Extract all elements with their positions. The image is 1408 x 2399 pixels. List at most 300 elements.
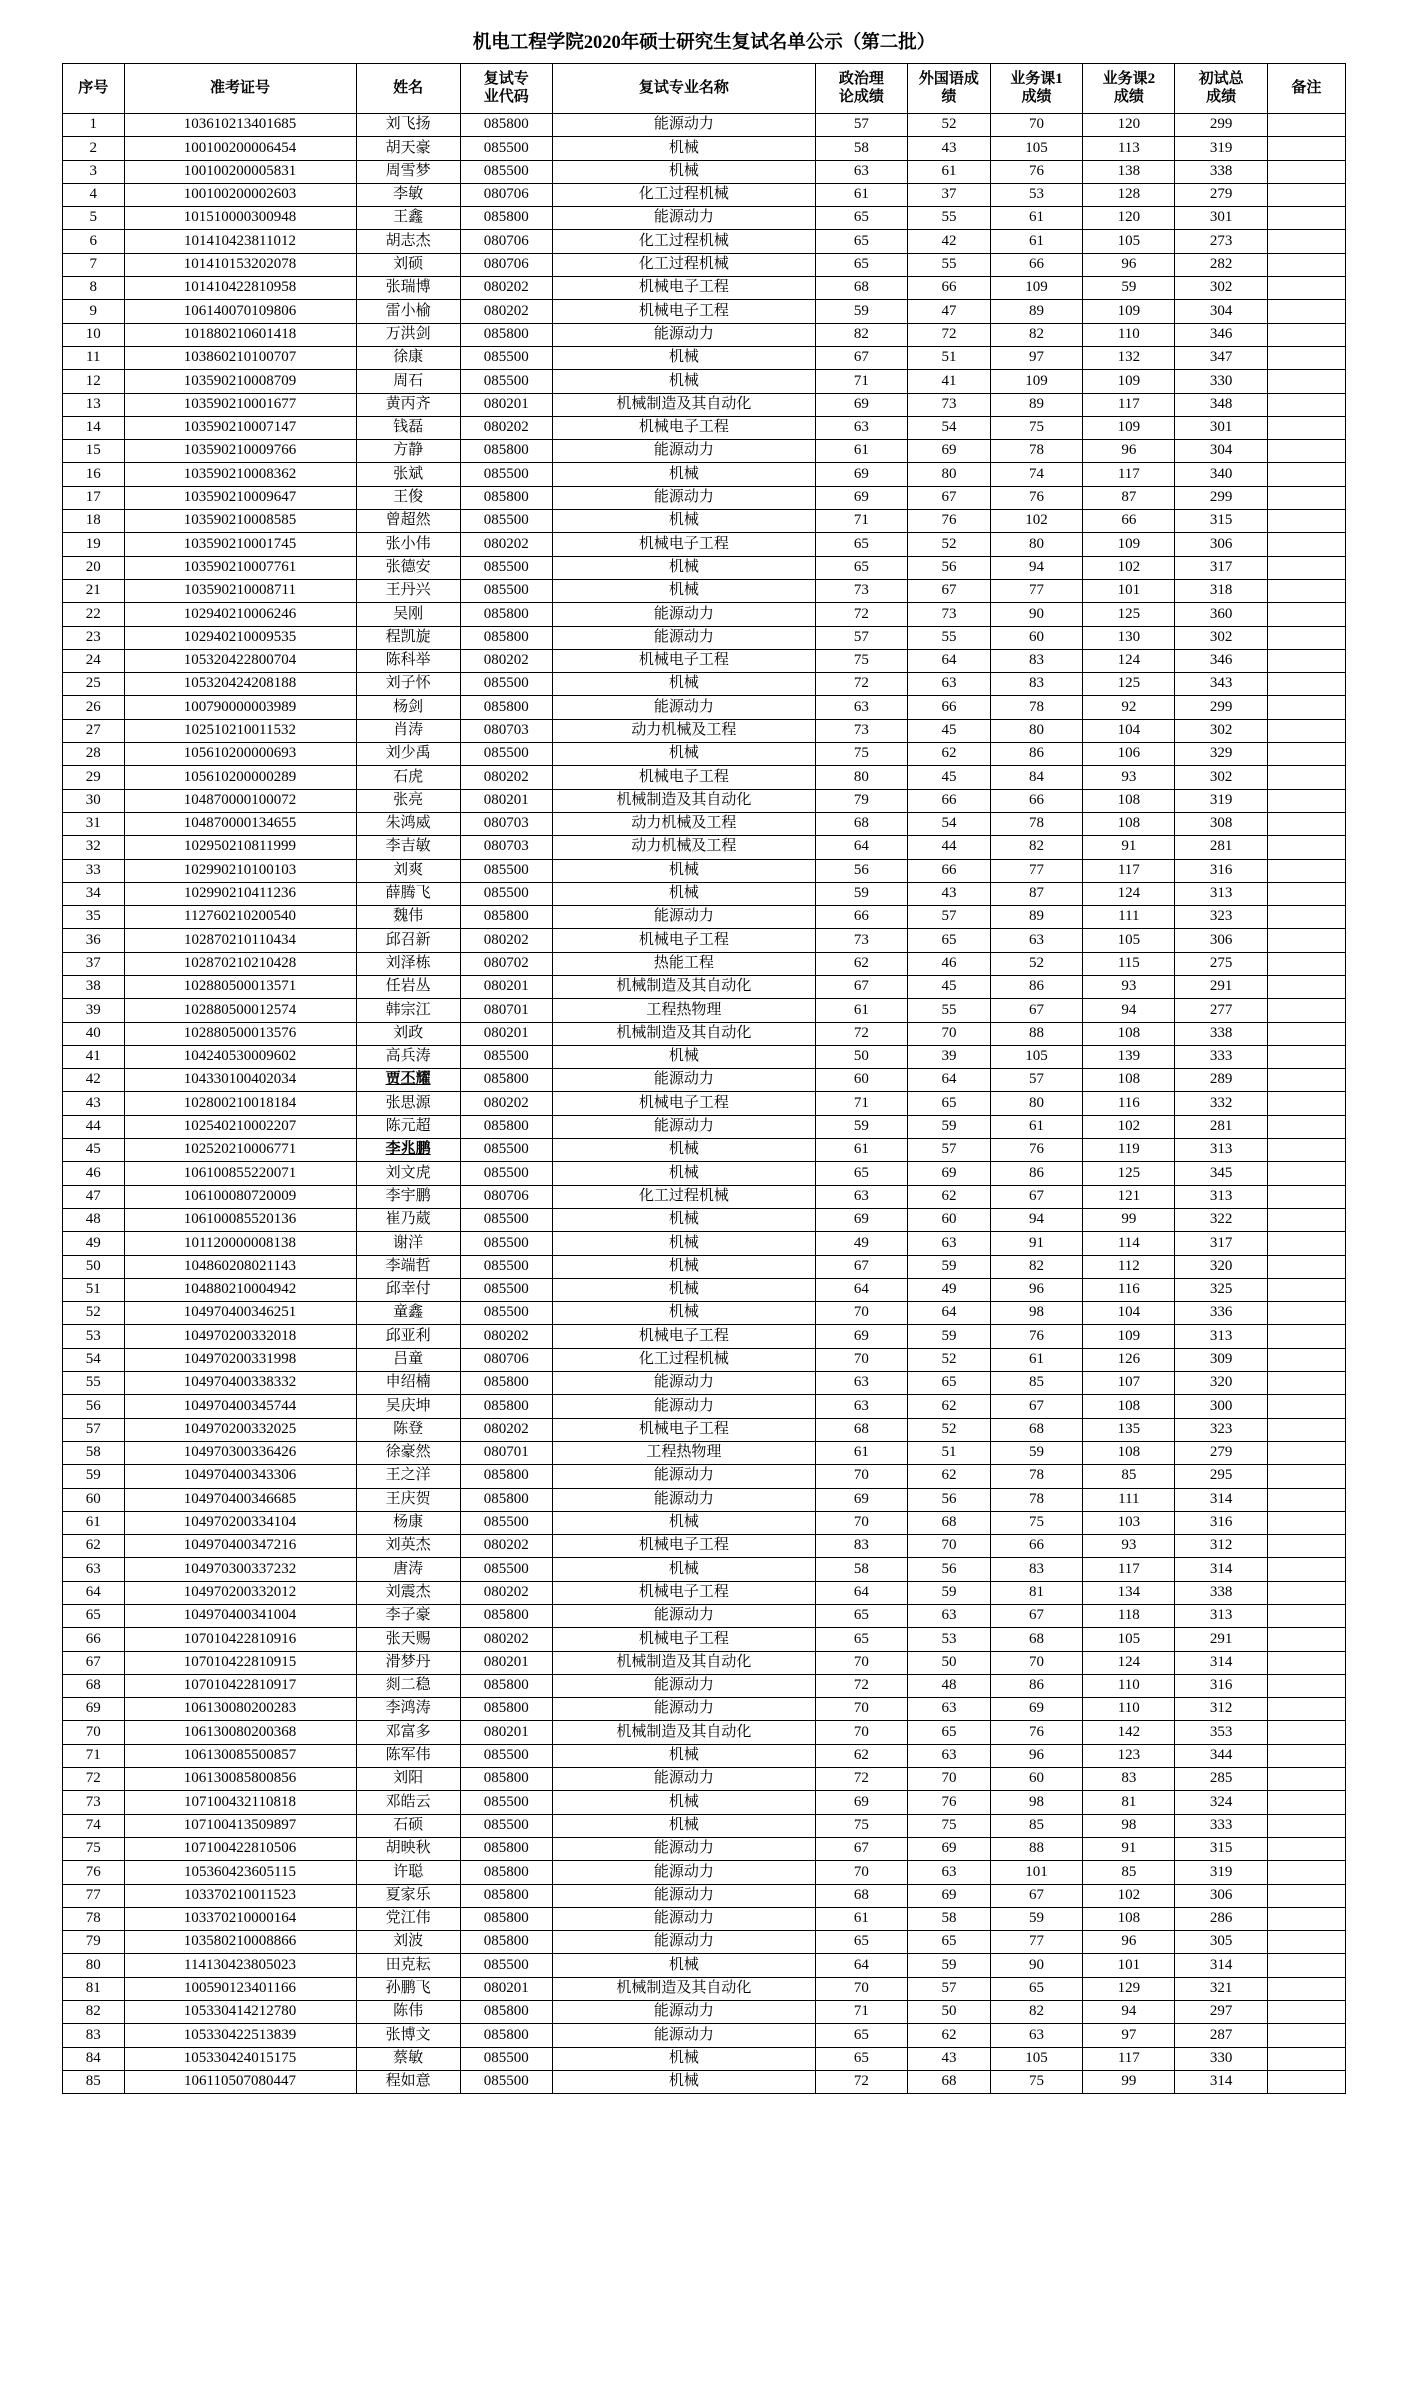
cell-index: 54	[63, 1348, 125, 1371]
cell-subject2-score: 103	[1083, 1511, 1175, 1534]
cell-subject1-score: 89	[990, 393, 1082, 416]
cell-remarks	[1267, 999, 1345, 1022]
cell-ticket-number: 102510210011532	[124, 719, 356, 742]
cell-major-name: 机械	[552, 510, 815, 533]
cell-name: 张博文	[356, 2024, 460, 2047]
cell-politics-score: 67	[815, 346, 907, 369]
cell-subject2-score: 108	[1083, 1022, 1175, 1045]
cell-major-name: 能源动力	[552, 1605, 815, 1628]
cell-index: 47	[63, 1185, 125, 1208]
cell-index: 68	[63, 1674, 125, 1697]
cell-total-score: 324	[1175, 1791, 1267, 1814]
cell-remarks	[1267, 1348, 1345, 1371]
cell-major-code: 080702	[460, 952, 552, 975]
cell-total-score: 314	[1175, 2070, 1267, 2093]
cell-name: 邱幸付	[356, 1278, 460, 1301]
cell-major-name: 化工过程机械	[552, 230, 815, 253]
cell-subject1-score: 76	[990, 1721, 1082, 1744]
table-row	[63, 230, 1346, 253]
cell-politics-score: 68	[815, 812, 907, 835]
cell-name: 王鑫	[356, 207, 460, 230]
table-row	[63, 906, 1346, 929]
cell-subject1-score: 80	[990, 533, 1082, 556]
cell-index: 76	[63, 1861, 125, 1884]
cell-index: 4	[63, 183, 125, 206]
cell-subject1-score: 52	[990, 952, 1082, 975]
cell-major-code: 085800	[460, 1861, 552, 1884]
cell-total-score: 338	[1175, 1581, 1267, 1604]
cell-major-code: 085500	[460, 1045, 552, 1068]
cell-remarks	[1267, 1558, 1345, 1581]
table-row	[63, 812, 1346, 835]
cell-remarks	[1267, 649, 1345, 672]
table-row	[63, 1535, 1346, 1558]
table-row	[63, 1954, 1346, 1977]
cell-remarks	[1267, 510, 1345, 533]
cell-major-code: 085500	[460, 1954, 552, 1977]
cell-foreign-language-score: 49	[908, 1278, 991, 1301]
cell-index: 50	[63, 1255, 125, 1278]
cell-ticket-number: 106100080720009	[124, 1185, 356, 1208]
cell-foreign-language-score: 55	[908, 207, 991, 230]
cell-index: 69	[63, 1698, 125, 1721]
cell-politics-score: 68	[815, 1418, 907, 1441]
cell-politics-score: 49	[815, 1232, 907, 1255]
table-row	[63, 1208, 1346, 1231]
cell-name: 刘少禹	[356, 743, 460, 766]
cell-subject1-score: 78	[990, 1488, 1082, 1511]
cell-ticket-number: 103590210008709	[124, 370, 356, 393]
cell-subject2-score: 116	[1083, 1092, 1175, 1115]
cell-major-code: 085800	[460, 486, 552, 509]
cell-total-score: 316	[1175, 859, 1267, 882]
cell-subject1-score: 70	[990, 114, 1082, 137]
cell-major-name: 能源动力	[552, 2001, 815, 2024]
cell-major-name: 机械	[552, 137, 815, 160]
cell-name: 李端哲	[356, 1255, 460, 1278]
cell-politics-score: 61	[815, 1907, 907, 1930]
cell-major-code: 085800	[460, 1698, 552, 1721]
cell-politics-score: 65	[815, 230, 907, 253]
cell-name: 刘英杰	[356, 1535, 460, 1558]
table-row	[63, 789, 1346, 812]
cell-name: 崔乃葳	[356, 1208, 460, 1231]
cell-politics-score: 64	[815, 1278, 907, 1301]
cell-subject1-score: 67	[990, 1884, 1082, 1907]
cell-politics-score: 72	[815, 2070, 907, 2093]
cell-index: 31	[63, 812, 125, 835]
cell-name: 刘阳	[356, 1768, 460, 1791]
cell-major-name: 热能工程	[552, 952, 815, 975]
cell-ticket-number: 102870210210428	[124, 952, 356, 975]
cell-major-code: 085500	[460, 743, 552, 766]
cell-foreign-language-score: 52	[908, 533, 991, 556]
cell-major-code: 085500	[460, 1302, 552, 1325]
cell-index: 9	[63, 300, 125, 323]
cell-major-name: 机械电子工程	[552, 1535, 815, 1558]
table-row	[63, 2070, 1346, 2093]
cell-subject2-score: 117	[1083, 463, 1175, 486]
cell-name: 刘波	[356, 1931, 460, 1954]
cell-subject2-score: 98	[1083, 1814, 1175, 1837]
cell-subject1-score: 67	[990, 1185, 1082, 1208]
cell-name: 张亮	[356, 789, 460, 812]
cell-major-name: 机械	[552, 859, 815, 882]
cell-total-score: 340	[1175, 463, 1267, 486]
cell-remarks	[1267, 1907, 1345, 1930]
cell-foreign-language-score: 61	[908, 160, 991, 183]
cell-major-name: 动力机械及工程	[552, 719, 815, 742]
table-row	[63, 579, 1346, 602]
cell-subject2-score: 129	[1083, 1977, 1175, 2000]
cell-index: 14	[63, 416, 125, 439]
table-row	[63, 300, 1346, 323]
cell-major-code: 080202	[460, 1535, 552, 1558]
cell-total-score: 345	[1175, 1162, 1267, 1185]
table-row	[63, 137, 1346, 160]
cell-ticket-number: 101880210601418	[124, 323, 356, 346]
cell-major-name: 能源动力	[552, 1395, 815, 1418]
cell-ticket-number: 103590210001745	[124, 533, 356, 556]
cell-subject2-score: 101	[1083, 1954, 1175, 1977]
cell-subject1-score: 78	[990, 812, 1082, 835]
cell-ticket-number: 107100432110818	[124, 1791, 356, 1814]
cell-foreign-language-score: 55	[908, 626, 991, 649]
cell-remarks	[1267, 1092, 1345, 1115]
table-row	[63, 1232, 1346, 1255]
cell-major-code: 085500	[460, 1511, 552, 1534]
cell-subject2-score: 110	[1083, 1698, 1175, 1721]
cell-remarks	[1267, 1954, 1345, 1977]
cell-major-code: 085500	[460, 2070, 552, 2093]
cell-total-score: 308	[1175, 812, 1267, 835]
cell-major-code: 080202	[460, 277, 552, 300]
cell-ticket-number: 107010422810915	[124, 1651, 356, 1674]
cell-foreign-language-score: 60	[908, 1208, 991, 1231]
cell-major-name: 能源动力	[552, 440, 815, 463]
cell-major-code: 085500	[460, 1139, 552, 1162]
cell-politics-score: 65	[815, 2047, 907, 2070]
cell-politics-score: 67	[815, 1255, 907, 1278]
cell-major-code: 085500	[460, 1162, 552, 1185]
cell-ticket-number: 103590210008711	[124, 579, 356, 602]
cell-total-score: 299	[1175, 114, 1267, 137]
cell-total-score: 346	[1175, 649, 1267, 672]
cell-foreign-language-score: 62	[908, 2024, 991, 2047]
cell-major-name: 机械电子工程	[552, 277, 815, 300]
cell-index: 56	[63, 1395, 125, 1418]
cell-subject2-score: 120	[1083, 114, 1175, 137]
cell-ticket-number: 104970400338332	[124, 1372, 356, 1395]
table-row	[63, 1441, 1346, 1464]
col-header-name: 姓名	[356, 64, 460, 114]
cell-major-code: 080701	[460, 999, 552, 1022]
cell-foreign-language-score: 55	[908, 253, 991, 276]
cell-major-code: 080202	[460, 300, 552, 323]
table-row	[63, 183, 1346, 206]
cell-ticket-number: 101410422810958	[124, 277, 356, 300]
cell-name: 吴庆坤	[356, 1395, 460, 1418]
cell-subject2-score: 132	[1083, 346, 1175, 369]
cell-total-score: 343	[1175, 673, 1267, 696]
cell-major-code: 080202	[460, 533, 552, 556]
cell-subject2-score: 91	[1083, 1837, 1175, 1860]
cell-subject2-score: 138	[1083, 160, 1175, 183]
cell-name: 蔡敏	[356, 2047, 460, 2070]
cell-ticket-number: 102880500013576	[124, 1022, 356, 1045]
cell-major-code: 085500	[460, 1814, 552, 1837]
cell-foreign-language-score: 59	[908, 1954, 991, 1977]
cell-name: 胡映秋	[356, 1837, 460, 1860]
table-row	[63, 440, 1346, 463]
cell-total-score: 322	[1175, 1208, 1267, 1231]
cell-ticket-number: 100790000003989	[124, 696, 356, 719]
cell-subject1-score: 74	[990, 463, 1082, 486]
cell-name: 万洪剑	[356, 323, 460, 346]
cell-total-score: 348	[1175, 393, 1267, 416]
cell-foreign-language-score: 51	[908, 346, 991, 369]
table-row	[63, 836, 1346, 859]
cell-politics-score: 61	[815, 440, 907, 463]
cell-subject1-score: 60	[990, 1768, 1082, 1791]
table-row	[63, 1418, 1346, 1441]
cell-major-code: 085500	[460, 137, 552, 160]
cell-total-score: 330	[1175, 370, 1267, 393]
cell-foreign-language-score: 70	[908, 1768, 991, 1791]
table-row	[63, 1302, 1346, 1325]
cell-total-score: 323	[1175, 906, 1267, 929]
cell-remarks	[1267, 929, 1345, 952]
cell-index: 26	[63, 696, 125, 719]
cell-name: 孙鹏飞	[356, 1977, 460, 2000]
cell-politics-score: 69	[815, 463, 907, 486]
cell-total-score: 291	[1175, 1628, 1267, 1651]
cell-politics-score: 73	[815, 579, 907, 602]
cell-name: 陈伟	[356, 2001, 460, 2024]
cell-foreign-language-score: 63	[908, 1698, 991, 1721]
table-row	[63, 323, 1346, 346]
cell-index: 49	[63, 1232, 125, 1255]
cell-ticket-number: 100100200002603	[124, 183, 356, 206]
cell-subject1-score: 82	[990, 836, 1082, 859]
cell-subject2-score: 123	[1083, 1744, 1175, 1767]
cell-politics-score: 75	[815, 743, 907, 766]
cell-subject1-score: 82	[990, 1255, 1082, 1278]
cell-ticket-number: 104970200332012	[124, 1581, 356, 1604]
cell-index: 43	[63, 1092, 125, 1115]
cell-major-code: 085500	[460, 160, 552, 183]
cell-name: 韩宗江	[356, 999, 460, 1022]
cell-ticket-number: 102540210002207	[124, 1115, 356, 1138]
cell-subject2-score: 85	[1083, 1465, 1175, 1488]
cell-politics-score: 64	[815, 1954, 907, 1977]
cell-subject2-score: 59	[1083, 277, 1175, 300]
cell-ticket-number: 102520210006771	[124, 1139, 356, 1162]
cell-index: 24	[63, 649, 125, 672]
cell-remarks	[1267, 1115, 1345, 1138]
cell-ticket-number: 107010422810917	[124, 1674, 356, 1697]
cell-subject1-score: 67	[990, 1605, 1082, 1628]
cell-index: 78	[63, 1907, 125, 1930]
cell-remarks	[1267, 859, 1345, 882]
cell-name: 王丹兴	[356, 579, 460, 602]
cell-subject1-score: 83	[990, 649, 1082, 672]
cell-subject1-score: 86	[990, 743, 1082, 766]
cell-index: 2	[63, 137, 125, 160]
cell-major-name: 机械制造及其自动化	[552, 975, 815, 998]
cell-ticket-number: 105320424208188	[124, 673, 356, 696]
cell-subject2-score: 108	[1083, 789, 1175, 812]
cell-politics-score: 72	[815, 1022, 907, 1045]
table-row	[63, 952, 1346, 975]
table-row	[63, 1605, 1346, 1628]
cell-major-code: 080201	[460, 1977, 552, 2000]
cell-major-code: 085800	[460, 1372, 552, 1395]
table-row	[63, 486, 1346, 509]
cell-foreign-language-score: 64	[908, 1302, 991, 1325]
cell-subject1-score: 90	[990, 1954, 1082, 1977]
cell-major-code: 080703	[460, 836, 552, 859]
cell-name: 杨康	[356, 1511, 460, 1534]
cell-index: 29	[63, 766, 125, 789]
cell-politics-score: 63	[815, 696, 907, 719]
cell-remarks	[1267, 230, 1345, 253]
cell-foreign-language-score: 72	[908, 323, 991, 346]
cell-foreign-language-score: 63	[908, 1232, 991, 1255]
cell-name: 刘震杰	[356, 1581, 460, 1604]
cell-foreign-language-score: 56	[908, 1488, 991, 1511]
cell-total-score: 309	[1175, 1348, 1267, 1371]
cell-index: 17	[63, 486, 125, 509]
cell-politics-score: 72	[815, 1674, 907, 1697]
cell-name: 石硕	[356, 1814, 460, 1837]
table-container	[0, 63, 1408, 2094]
cell-politics-score: 64	[815, 1581, 907, 1604]
table-row	[63, 1558, 1346, 1581]
cell-index: 19	[63, 533, 125, 556]
cell-major-name: 机械	[552, 1278, 815, 1301]
cell-major-name: 机械制造及其自动化	[552, 789, 815, 812]
cell-major-name: 化工过程机械	[552, 1185, 815, 1208]
cell-major-name: 机械电子工程	[552, 929, 815, 952]
cell-total-score: 319	[1175, 789, 1267, 812]
cell-name: 任岩丛	[356, 975, 460, 998]
cell-major-name: 能源动力	[552, 626, 815, 649]
cell-remarks	[1267, 1278, 1345, 1301]
cell-name: 刘文虎	[356, 1162, 460, 1185]
cell-subject2-score: 117	[1083, 859, 1175, 882]
table-row	[63, 975, 1346, 998]
cell-remarks	[1267, 1325, 1345, 1348]
cell-foreign-language-score: 62	[908, 1465, 991, 1488]
cell-subject1-score: 85	[990, 1814, 1082, 1837]
cell-remarks	[1267, 1302, 1345, 1325]
cell-index: 53	[63, 1325, 125, 1348]
cell-total-score: 302	[1175, 626, 1267, 649]
cell-index: 32	[63, 836, 125, 859]
cell-major-code: 085500	[460, 2047, 552, 2070]
cell-foreign-language-score: 68	[908, 1511, 991, 1534]
cell-foreign-language-score: 50	[908, 2001, 991, 2024]
cell-ticket-number: 105330422513839	[124, 2024, 356, 2047]
cell-ticket-number: 104970300337232	[124, 1558, 356, 1581]
cell-subject2-score: 102	[1083, 1115, 1175, 1138]
cell-index: 11	[63, 346, 125, 369]
cell-ticket-number: 104970400343306	[124, 1465, 356, 1488]
cell-remarks	[1267, 1768, 1345, 1791]
table-row	[63, 1651, 1346, 1674]
cell-name: 陈登	[356, 1418, 460, 1441]
cell-major-code: 080202	[460, 929, 552, 952]
table-row	[63, 1139, 1346, 1162]
table-row	[63, 1115, 1346, 1138]
cell-politics-score: 65	[815, 556, 907, 579]
cell-foreign-language-score: 69	[908, 1162, 991, 1185]
cell-index: 44	[63, 1115, 125, 1138]
cell-name: 张天赐	[356, 1628, 460, 1651]
cell-subject2-score: 99	[1083, 1208, 1175, 1231]
cell-subject2-score: 117	[1083, 1558, 1175, 1581]
cell-name: 童鑫	[356, 1302, 460, 1325]
table-row	[63, 719, 1346, 742]
cell-foreign-language-score: 66	[908, 859, 991, 882]
cell-name: 夏家乐	[356, 1884, 460, 1907]
cell-subject1-score: 53	[990, 183, 1082, 206]
cell-major-code: 085500	[460, 370, 552, 393]
cell-politics-score: 66	[815, 906, 907, 929]
cell-foreign-language-score: 45	[908, 719, 991, 742]
cell-index: 30	[63, 789, 125, 812]
cell-subject2-score: 111	[1083, 1488, 1175, 1511]
table-row	[63, 114, 1346, 137]
cell-remarks	[1267, 1931, 1345, 1954]
cell-major-name: 机械电子工程	[552, 1418, 815, 1441]
cell-major-code: 080706	[460, 1185, 552, 1208]
cell-politics-score: 80	[815, 766, 907, 789]
cell-subject1-score: 60	[990, 626, 1082, 649]
cell-name: 谢洋	[356, 1232, 460, 1255]
cell-ticket-number: 105360423605115	[124, 1861, 356, 1884]
cell-subject1-score: 67	[990, 999, 1082, 1022]
cell-ticket-number: 103590210007761	[124, 556, 356, 579]
cell-ticket-number: 103590210008362	[124, 463, 356, 486]
cell-total-score: 316	[1175, 1511, 1267, 1534]
cell-remarks	[1267, 207, 1345, 230]
cell-total-score: 312	[1175, 1698, 1267, 1721]
table-row	[63, 1511, 1346, 1534]
cell-ticket-number: 106100085520136	[124, 1208, 356, 1231]
cell-major-name: 机械	[552, 673, 815, 696]
cell-major-name: 机械	[552, 743, 815, 766]
table-row	[63, 1045, 1346, 1068]
cell-ticket-number: 106100855220071	[124, 1162, 356, 1185]
cell-name: 剡二稳	[356, 1674, 460, 1697]
cell-foreign-language-score: 59	[908, 1581, 991, 1604]
cell-subject1-score: 66	[990, 1535, 1082, 1558]
cell-major-code: 085500	[460, 1208, 552, 1231]
cell-ticket-number: 100100200006454	[124, 137, 356, 160]
cell-total-score: 287	[1175, 2024, 1267, 2047]
cell-ticket-number: 102880500013571	[124, 975, 356, 998]
cell-foreign-language-score: 56	[908, 556, 991, 579]
cell-politics-score: 71	[815, 510, 907, 533]
cell-index: 13	[63, 393, 125, 416]
cell-major-code: 080706	[460, 183, 552, 206]
cell-major-name: 能源动力	[552, 1115, 815, 1138]
cell-subject1-score: 75	[990, 1511, 1082, 1534]
cell-remarks	[1267, 766, 1345, 789]
cell-major-name: 机械	[552, 463, 815, 486]
